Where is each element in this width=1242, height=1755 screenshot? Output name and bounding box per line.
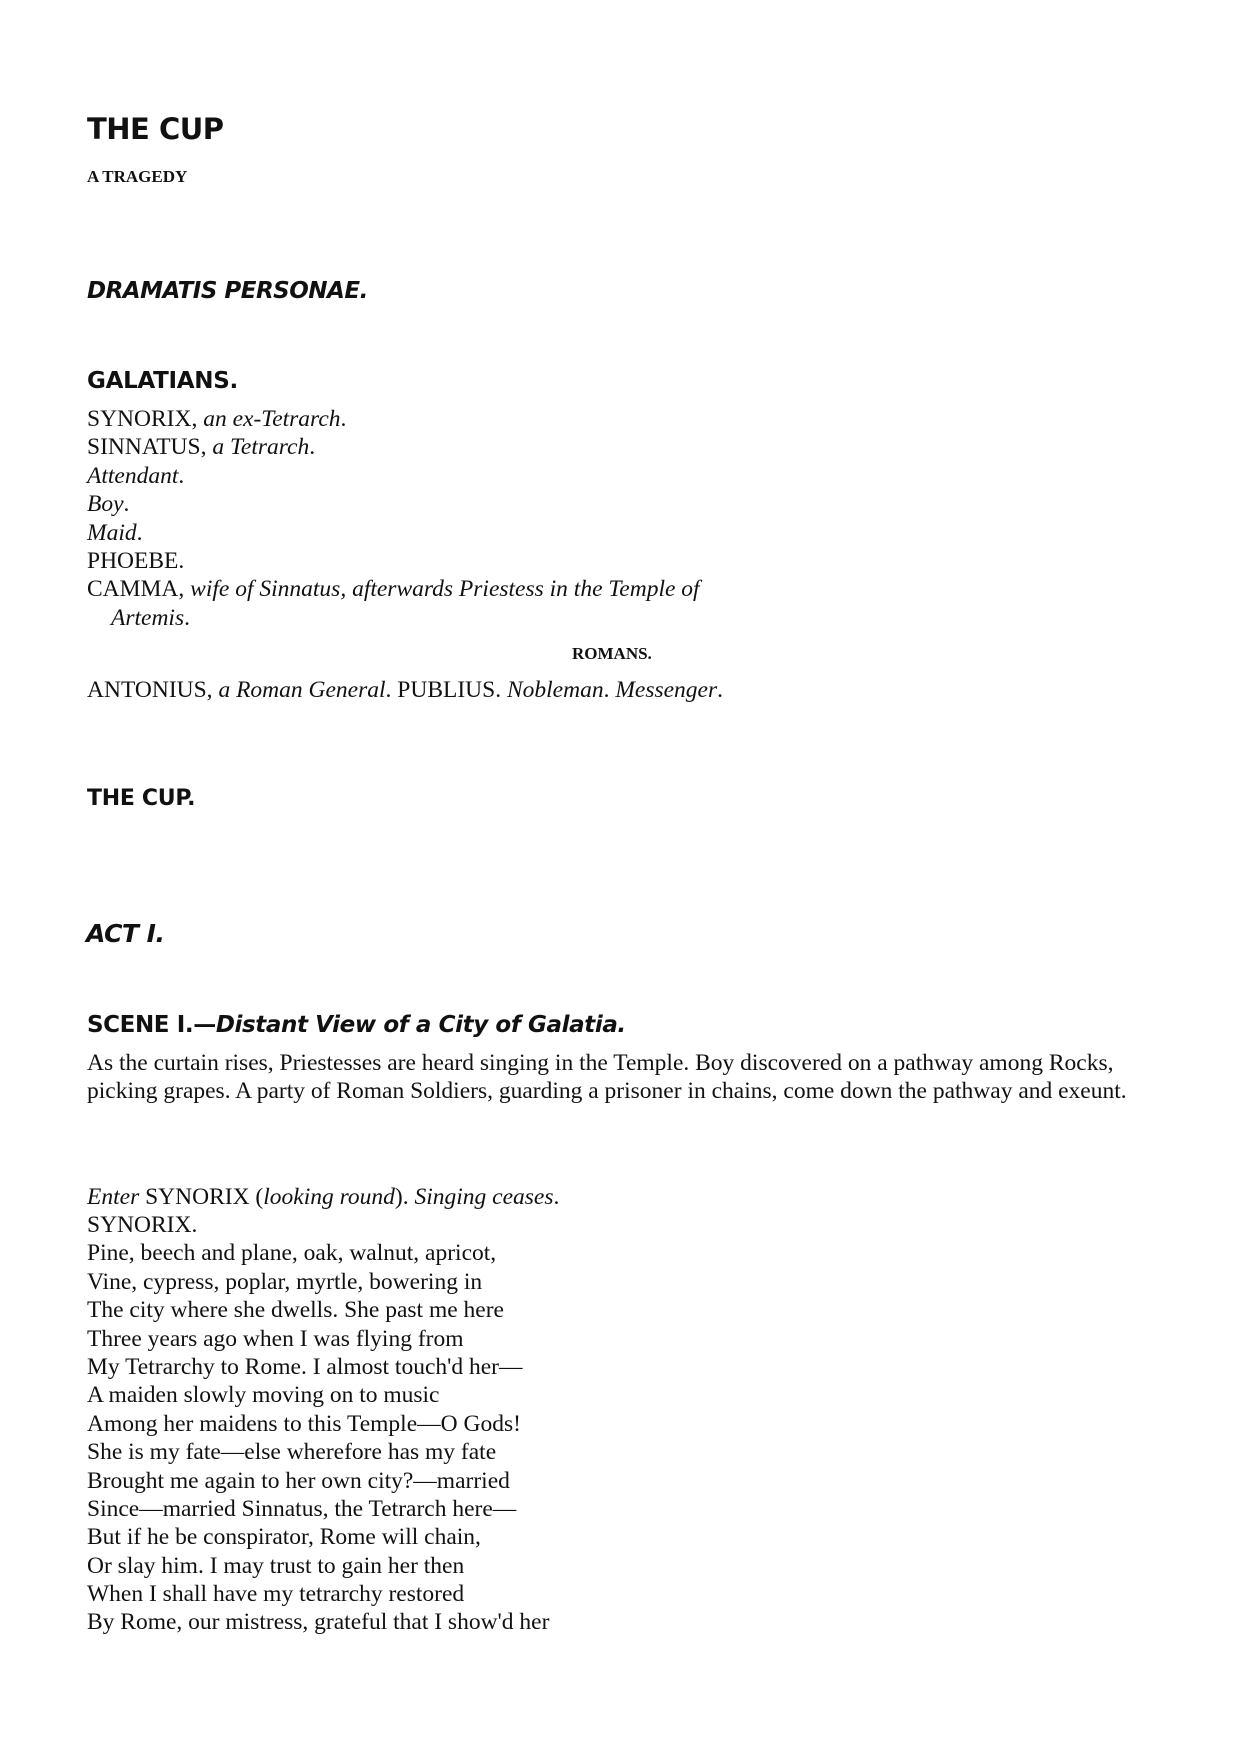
galatians-heading: GALATIANS. [87,368,238,394]
verse-line: Since—married Sinnatus, the Tetrarch here— [87,1495,517,1522]
verse-line: But if he be conspirator, Rome will chain, [87,1524,481,1551]
section-title: THE CUP. [87,786,196,811]
speaker-name: SYNORIX. [87,1212,198,1238]
verse-line: The city where she dwells. She past me here [87,1297,504,1324]
verse-line: Among her maidens to this Temple—O Gods! [87,1410,521,1437]
verse-line: My Tetrarchy to Rome. I almost touch'd her— [87,1353,523,1380]
verse-line: A maiden slowly moving on to music [87,1382,440,1409]
cast-item: CAMMA, wife of Sinnatus, afterwards Priestess in the Temple of [87,576,700,603]
dramatis-personae-heading: DRAMATIS PERSONAE. [87,278,368,304]
verse-line: Or slay him. I may trust to gain her then [87,1552,465,1579]
romans-cast-line: ANTONIUS, a Roman General. PUBLIUS. Nobleman. Messenger. [87,677,724,703]
cast-item: SYNORIX, an ex-Tetrarch. [87,406,347,432]
cast-item: PHOEBE. [87,547,185,574]
play-subtitle: A TRAGEDY [87,167,188,186]
speech [87,1211,549,1637]
cast-item: Attendant. [87,462,185,489]
verse-line: She is my fate—else wherefore has my fate [87,1439,497,1466]
cast-item: Maid. [87,519,143,546]
verse-line: Brought me again to her own city?—married [87,1467,510,1494]
verse-line: Three years ago when I was flying from [87,1325,464,1352]
cast-item: Boy. [87,491,130,518]
verse-line: Pine, beech and plane, oak, walnut, apricot, [87,1240,497,1267]
entrance-direction: Enter SYNORIX (looking round). Singing ceases. [87,1184,560,1210]
cast-list [87,405,700,632]
verse-line: Vine, cypress, poplar, myrtle, bowering in [87,1268,483,1295]
verse-line: When I shall have my tetrarchy restored [87,1581,465,1608]
scene-heading: SCENE I.—Distant View of a City of Galatia. [87,1012,626,1038]
cast-item: SINNATUS, a Tetrarch. [87,434,316,461]
romans-heading: ROMANS. [572,644,652,663]
act-heading: ACT I. [86,919,165,948]
stage-direction: As the curtain rises, Priestesses are heard singing in the Temple. Boy discovered on a pathway among Rocks, picking grapes. A party of Roman Soldiers, guarding a prisoner in chains, come down the pathway and exeunt. [87,1050,1127,1104]
cast-item-continuation: Artemis. [111,604,190,631]
verse-line: By Rome, our mistress, grateful that I show'd her [87,1609,550,1636]
play-title: THE CUP [87,112,224,146]
